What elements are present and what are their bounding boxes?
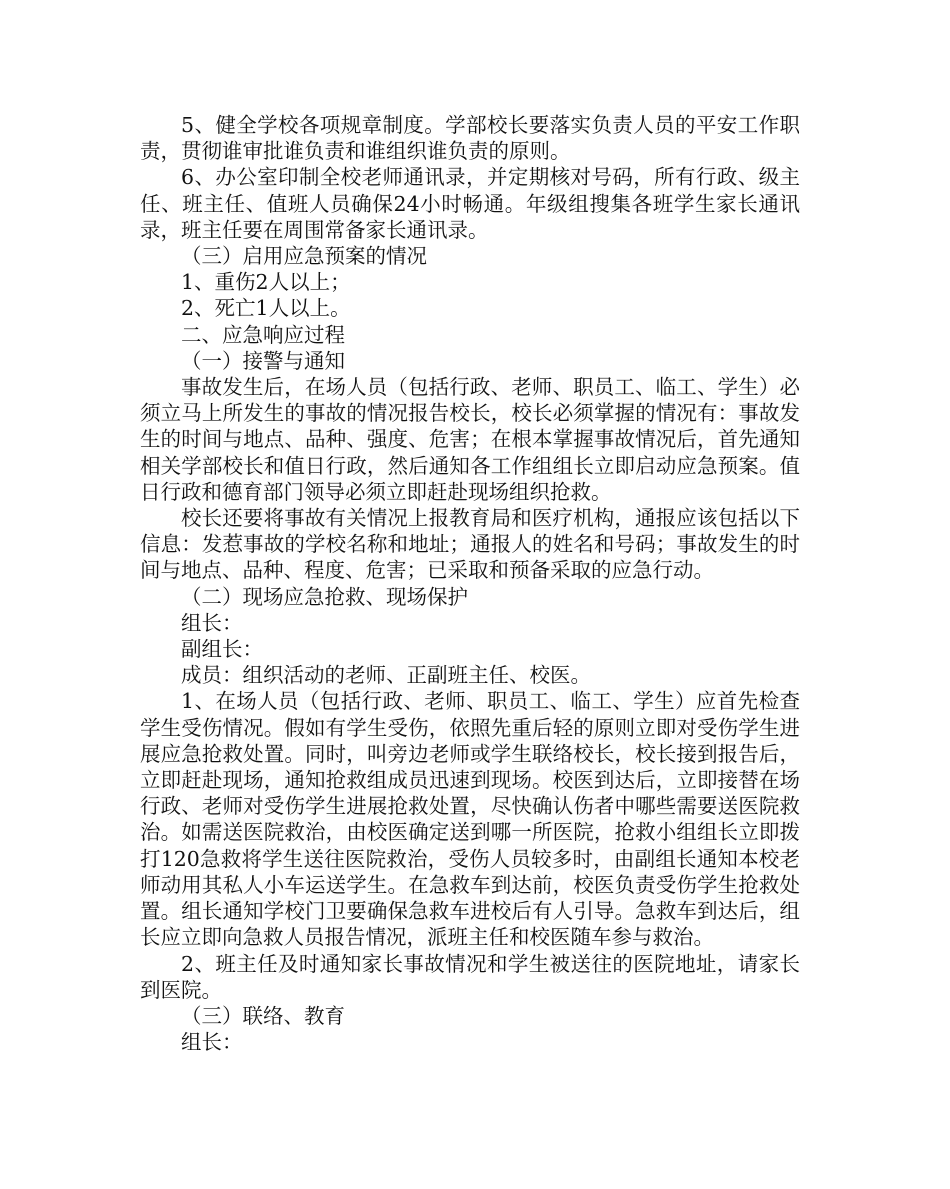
list-item: 1、重伤2人以上； <box>181 270 351 295</box>
role-leader: 组长： <box>181 610 243 635</box>
role-leader: 组长： <box>181 1030 243 1055</box>
paragraph-item-5: 5、健全学校各项规章制度。学部校长要落实负责人员的平安工作职责，贯彻谁审批谁负责和谁组织谁负责的原则。 <box>140 113 800 164</box>
paragraph-report-info: 校长还要将事故有关情况上报教育局和医疗机构，通报应该包括以下信息：发惹事故的学校名称和地址；通报人的姓名和号码；事故发生的时间与地点、品种、程度、危害；已采取和预备采取的应急行动。 <box>140 506 800 583</box>
role-members: 成员：组织活动的老师、正副班主任、校医。 <box>181 663 591 688</box>
paragraph-item-6: 6、办公室印制全校老师通讯录，并定期核对号码，所有行政、级主任、班主任、值班人员确保24小时畅通。年级组搜集各班学生家长通讯录，班主任要在周围常备家长通讯录。 <box>140 165 800 242</box>
document-body <box>140 112 800 1055</box>
section-heading-contact: （三）联络、教育 <box>181 1003 345 1028</box>
section-heading-rescue: （二）现场应急抢救、现场保护 <box>181 584 468 609</box>
section-heading-activation: （三）启用应急预案的情况 <box>181 244 427 269</box>
list-item: 2、死亡1人以上。 <box>181 296 351 321</box>
paragraph-alarm-body: 事故发生后，在场人员（包括行政、老师、职员工、临工、学生）必须立马上所发生的事故的情况报告校长，校长必须掌握的情况有：事故发生的时间与地点、品种、强度、危害；在根本掌握事故情况后，首先通知相关学部校长和值日行政，然后通知各工作组组长立即启动应急预案。值日行政和德育部门领导必须立即赶赴现场组织抢救。 <box>140 375 800 504</box>
paragraph-notify-parents: 2、班主任及时通知家长事故情况和学生被送往的医院地址，请家长到医院。 <box>140 951 800 1002</box>
paragraph-rescue-steps: 1、在场人员（包括行政、老师、职员工、临工、学生）应首先检查学生受伤情况。假如有学生受伤，依照先重后轻的原则立即对受伤学生进展应急抢救处置。同时，叫旁边老师或学生联络校长，校长接到报告后，立即赶赴现场，通知抢救组成员迅速到现场。校医到达后，立即接替在场行政、老师对受伤学生进展抢救处置，尽快确认伤者中哪些需要送医院救治。如需送医院救治，由校医确定送到哪一所医院，抢救小组组长立即拨打120急救将学生送往医院救治，受伤人员较多时，由副组长通知本校老师动用其私人小车运送学生。在急救车到达前，校医负责受伤学生抢救处置。组长通知学校门卫要确保急救车进校后有人引导。急救车到达后，组长应立即向急救人员报告情况，派班主任和校医随车参与救治。 <box>140 689 800 950</box>
section-heading-alarm: （一）接警与通知 <box>181 348 345 373</box>
role-deputy-leader: 副组长： <box>181 637 263 662</box>
chapter-heading-response: 二、应急响应过程 <box>181 322 345 347</box>
